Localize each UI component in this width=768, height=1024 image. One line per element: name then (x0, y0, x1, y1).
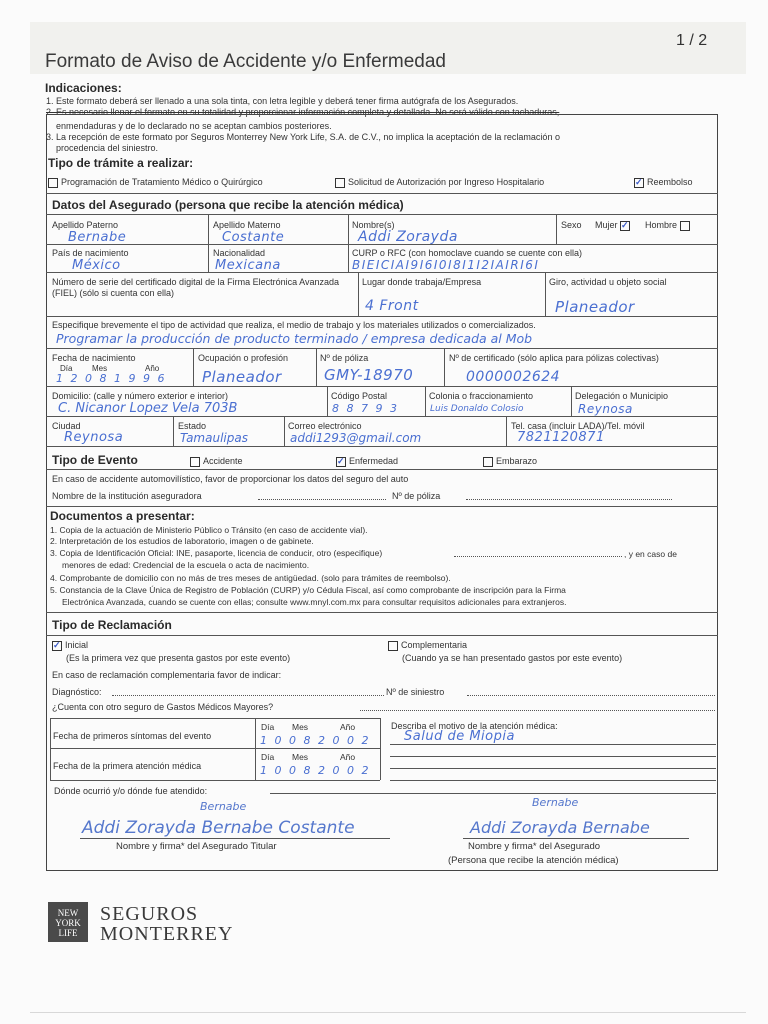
value-lugar-trabajo[interactable]: 4 Front (365, 298, 419, 314)
sintomas-mes: Mes (292, 722, 309, 732)
otro-seguro-label: ¿Cuenta con otro seguro de Gastos Médicos Mayores? (52, 702, 274, 712)
label-fecha-nacimiento: Fecha de nacimiento (52, 353, 136, 363)
value-motivo[interactable]: Salud de Miopia (404, 729, 515, 744)
checkbox[interactable] (388, 641, 398, 651)
form-title: Formato de Aviso de Accidente y/o Enfermedad (45, 51, 446, 72)
page-number: 1 / 2 (676, 32, 708, 49)
label-delegacion: Delegación o Municipio (575, 391, 669, 401)
indicacion-2: 2. Es necesario llenar el formato en su totalidad y proporcionar información completa y detallada. No será válido con tachaduras, (46, 107, 560, 117)
institucion-line[interactable] (258, 499, 386, 500)
new-york-life-logo: NEW YORK LIFE (48, 902, 88, 942)
value-apellido-paterno[interactable]: Bernabe (68, 230, 127, 245)
label-domicilio: Domicilio: (calle y número exterior e interior) (52, 391, 229, 401)
diagnostico-line[interactable] (112, 695, 384, 696)
evento-auto-text: En caso de accidente automovilístico, favor de proporcionar los datos del seguro del auto (52, 474, 409, 484)
value-telefono[interactable]: 7821120871 (517, 430, 605, 445)
documento-3-tail: , y en caso de (624, 549, 677, 559)
reclamacion-inicial-desc: (Es la primera vez que presenta gastos por este evento) (66, 653, 291, 663)
signature-titular-mark: Bernabe (200, 800, 247, 813)
checkbox-checked[interactable] (620, 221, 630, 231)
indicaciones-title: Indicaciones: (45, 81, 122, 95)
checkbox[interactable] (190, 457, 200, 467)
documento-especifique-line[interactable] (454, 556, 622, 557)
label-anio: Año (145, 364, 160, 373)
value-delegacion[interactable]: Reynosa (578, 402, 633, 416)
option-mujer[interactable]: Mujer ✓ (595, 220, 633, 231)
signature-asegurado-sub: (Persona que recibe la atención médica) (448, 855, 619, 866)
label-sexo: Sexo (561, 220, 582, 230)
indicacion-1: 1. Este formato deberá ser llenado a una sola tinta, con letra legible y deberá tener firma autógrafa de los Asegurados. (46, 96, 519, 106)
evento-accidente[interactable]: Accidente (190, 456, 243, 467)
value-fecha-atencion[interactable]: 1 0 0 8 2 0 0 2 (260, 764, 371, 777)
label-apellido-paterno: Apellido Paterno (52, 220, 119, 230)
value-ciudad[interactable]: Reynosa (64, 430, 124, 445)
seguros-monterrey-logo-text: SEGUROS MONTERREY (100, 903, 234, 945)
checkbox-checked[interactable] (52, 641, 62, 651)
label-actividad: Especifique brevemente el tipo de actividad que realiza, el medio de trabajo y los materiales utilizados o comercializados. (52, 320, 536, 330)
reclamacion-title: Tipo de Reclamación (52, 618, 172, 632)
label-ocupacion: Ocupación o profesión (198, 353, 289, 363)
label-correo: Correo electrónico (288, 421, 362, 431)
documento-5b: Electrónica Avanzada, cuando se cuente con ellas; consulte www.mnyl.com.mx para consultar requisitos adicionales para extranjeros. (62, 597, 567, 607)
value-actividad[interactable]: Programar la producción de producto terminado / empresa dedicada al Mob (56, 331, 533, 346)
label-fiel: Número de serie del certificado digital de la Firma Electrónica Avanzada (FIEL) (sólo si cuenta con ella) (52, 277, 339, 298)
tramite-option-programacion[interactable]: Programación de Tratamiento Médico o Quirúrgico (48, 177, 263, 188)
evento-poliza-label: Nº de póliza (392, 491, 441, 501)
indicacion-3: 3. La recepción de este formato por Seguros Monterrey New York Life, S.A. de C.V., no implica la aceptación de la reclamación o (46, 132, 560, 142)
value-poliza[interactable]: GMY-18970 (324, 366, 414, 384)
signature-titular-label: Nombre y firma* del Asegurado Titular (116, 841, 277, 852)
sintomas-dia: Día (261, 722, 275, 732)
value-fecha-sintomas[interactable]: 1 0 0 8 2 0 0 2 (260, 734, 371, 747)
documento-2: 2. Interpretación de los estudios de laboratorio, imagen o de gabinete. (50, 536, 314, 546)
documento-5: 5. Constancia de la Clave Única de Registro de Población (CURP) y/o Cédula Fiscal, así como comprobante de inscripción para la Firma (50, 585, 566, 595)
label-giro: Giro, actividad u objeto social (549, 277, 667, 287)
atencion-mes: Mes (292, 752, 309, 762)
siniestro-label: Nº de siniestro (386, 687, 445, 697)
checkbox[interactable] (483, 457, 493, 467)
value-ocupacion[interactable]: Planeador (202, 368, 282, 386)
label-dia: Día (60, 364, 73, 373)
value-estado[interactable]: Tamaulipas (180, 431, 248, 445)
signature-asegurado-label: Nombre y firma* del Asegurado (468, 841, 601, 852)
evento-embarazo[interactable]: Embarazo (483, 456, 537, 467)
sintomas-anio: Año (340, 722, 356, 732)
poliza-line[interactable] (466, 499, 672, 500)
reclamacion-inicial[interactable]: ✓Inicial (52, 640, 88, 651)
label-certificado: Nº de certificado (sólo aplica para pólizas colectivas) (449, 353, 659, 363)
evento-title: Tipo de Evento (52, 453, 138, 467)
label-colonia: Colonia o fraccionamiento (429, 391, 534, 401)
otro-seguro-line[interactable] (360, 710, 715, 711)
checkbox-checked[interactable] (634, 178, 644, 188)
tramite-title: Tipo de trámite a realizar: (48, 156, 194, 170)
label-poliza: Nº de póliza (320, 353, 369, 363)
label-mes: Mes (92, 364, 108, 373)
value-certificado[interactable]: 0000002624 (466, 369, 561, 385)
reclamacion-complementaria[interactable]: Complementaria (388, 640, 467, 651)
value-nacionalidad[interactable]: Mexicana (215, 258, 281, 273)
value-pais[interactable]: México (72, 258, 121, 273)
diagnostico-label: Diagnóstico: (52, 687, 102, 697)
siniestro-line[interactable] (467, 695, 715, 696)
checkbox[interactable] (680, 221, 690, 231)
value-apellido-materno[interactable]: Costante (222, 230, 285, 245)
tramite-option-hospitalario[interactable]: Solicitud de Autorización por Ingreso Hospitalario (335, 177, 544, 188)
donde-label: Dónde ocurrió y/o dónde fue atendido: (54, 786, 208, 796)
label-nombres: Nombre(s) (352, 220, 395, 230)
reclamacion-complementaria-desc: (Cuando ya se han presentado gastos por este evento) (402, 653, 623, 663)
label-nacionalidad: Nacionalidad (213, 248, 266, 258)
atencion-dia: Día (261, 752, 275, 762)
label-curp: CURP o RFC (con homoclave cuando se cuente con ella) (352, 248, 582, 258)
value-domicilio[interactable]: C. Nicanor Lopez Vela 703B (58, 401, 238, 416)
motivo-label: Describa el motivo de la atención médica: (391, 721, 558, 731)
documento-1: 1. Copia de la actuación de Ministerio Público o Tránsito (en caso de accidente vial). (50, 525, 368, 535)
value-nombres[interactable]: Addi Zorayda (358, 229, 458, 245)
label-cp: Código Postal (331, 391, 388, 401)
reclamacion-comp-text: En caso de reclamación complementaria favor de indicar: (52, 670, 282, 680)
checkbox[interactable] (48, 178, 58, 188)
value-fecha-nacimiento[interactable]: 1 2 0 8 1 9 9 6 (56, 372, 167, 385)
label-ciudad: Ciudad (52, 421, 81, 431)
indicacion-2b: enmendaduras y de lo declarado no se aceptan cambios posteriores. (56, 121, 332, 131)
evento-enfermedad[interactable]: ✓ Enfermedad (336, 456, 398, 467)
label-estado: Estado (178, 421, 207, 431)
evento-institucion-label: Nombre de la institución aseguradora (52, 491, 202, 501)
label-apellido-materno: Apellido Materno (213, 220, 281, 230)
documento-3: 3. Copia de Identificación Oficial: INE, pasaporte, licencia de conducir, otro (especifique) (50, 548, 383, 558)
value-giro[interactable]: Planeador (555, 298, 635, 316)
documentos-title: Documentos a presentar: (50, 509, 195, 523)
signature-titular-name[interactable]: Addi Zorayda Bernabe Costante (82, 818, 355, 838)
documento-4: 4. Comprobante de domicilio con no más de tres meses de antigüedad. (solo para trámites de reembolso). (50, 573, 451, 583)
atencion-anio: Año (340, 752, 356, 762)
documento-3b: menores de edad: Credencial de la escuela o acta de nacimiento. (62, 560, 310, 570)
option-hombre[interactable]: Hombre (645, 220, 693, 231)
value-cp[interactable]: 8 8 7 9 3 (332, 402, 399, 415)
signature-asegurado-mark: Bernabe (532, 796, 579, 809)
value-colonia[interactable]: Luis Donaldo Colosio (430, 404, 524, 414)
signature-asegurado-name[interactable]: Addi Zorayda Bernabe (470, 818, 650, 837)
value-correo[interactable]: addi1293@gmail.com (290, 431, 422, 445)
asegurado-title: Datos del Asegurado (persona que recibe la atención médica) (52, 198, 404, 212)
checkbox-checked[interactable] (336, 457, 346, 467)
label-pais: País de nacimiento (52, 248, 129, 258)
checkbox[interactable] (335, 178, 345, 188)
label-lugar-trabajo: Lugar donde trabaja/Empresa (362, 277, 482, 287)
label-telefono: Tel. casa (incluir LADA)/Tel. móvil (511, 421, 645, 431)
indicacion-3b: procedencia del siniestro. (56, 143, 159, 153)
primeros-sintomas-label: Fecha de primeros síntomas del evento (53, 731, 212, 741)
tramite-option-reembolso[interactable]: ✓ Reembolso (634, 177, 693, 188)
value-curp[interactable]: BIEICIAI9I6I0I8I1I2IAIRI6I (352, 258, 540, 272)
primera-atencion-label: Fecha de la primera atención médica (53, 761, 202, 771)
